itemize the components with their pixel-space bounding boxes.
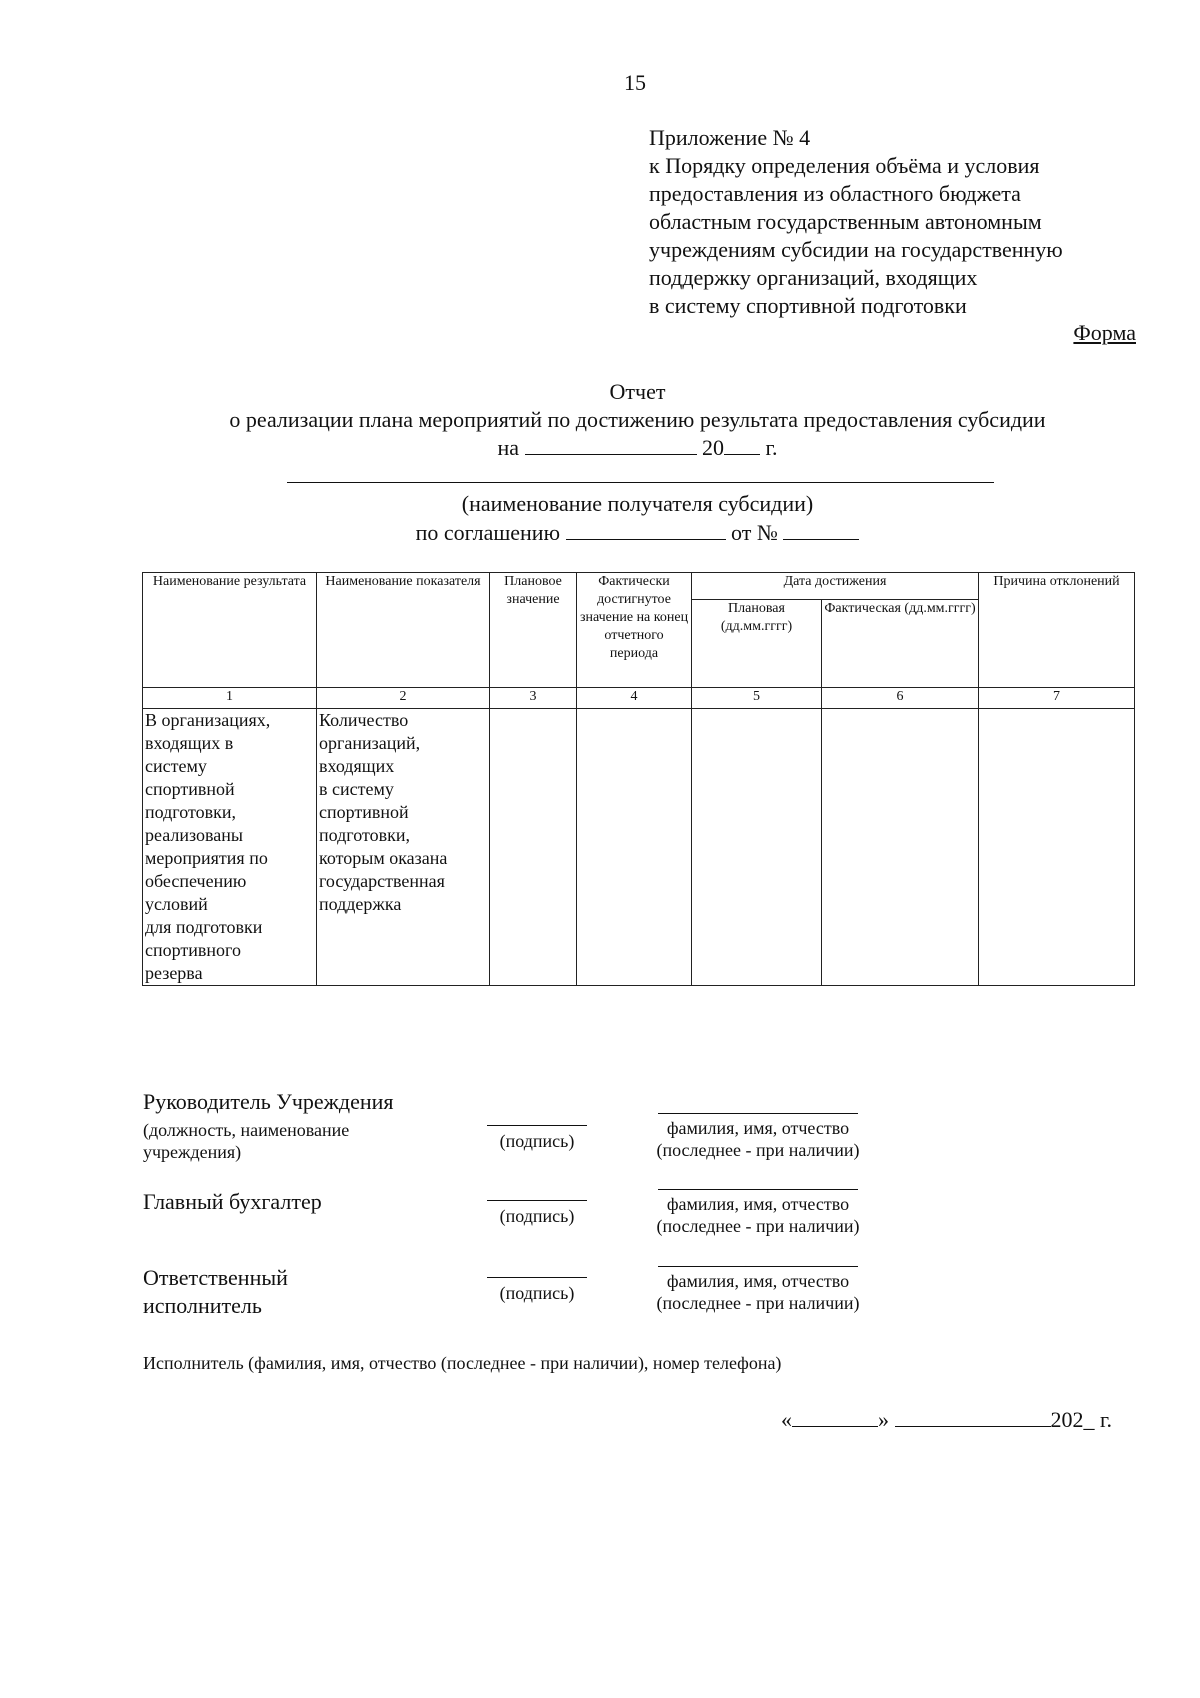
indicator-line: организаций, <box>319 733 421 753</box>
head-note: (должность, наименование учреждения) <box>143 1120 350 1162</box>
responsible-line-1: Ответственный <box>143 1265 288 1290</box>
cell-result-name <box>143 709 317 986</box>
annex-line: поддержку организаций, входящих <box>649 265 978 290</box>
result-line: В организациях, <box>145 710 271 730</box>
fio-line-1: фамилия, имя, отчество <box>666 1118 850 1138</box>
header-indicator-name: Наименование показателя <box>317 573 490 688</box>
page-number: 15 <box>624 70 646 95</box>
fio-line-1: фамилия, имя, отчество <box>666 1194 850 1214</box>
annex-line: областным государственным автономным <box>649 209 1042 234</box>
fio-line-2: (последнее - при наличии) <box>656 1140 860 1160</box>
header-actual-date: Фактическая (дд.мм.гггг) <box>822 600 979 688</box>
column-number: 2 <box>317 688 490 709</box>
column-number: 6 <box>822 688 979 709</box>
column-number: 1 <box>143 688 317 709</box>
date-year: 202_ г. <box>1050 1407 1113 1432</box>
indicator-line: в систему <box>319 779 394 799</box>
agreement-number-blank[interactable] <box>783 519 859 540</box>
indicator-line: Количество <box>319 710 409 730</box>
indicator-line: государственная <box>319 871 445 891</box>
header-result-name: Наименование результата <box>143 573 317 688</box>
result-line: реализованы <box>145 825 243 845</box>
cell-actual-date[interactable] <box>822 709 979 986</box>
chief-accountant-signature-caption: (подпись) <box>499 1206 575 1226</box>
cell-planned-value[interactable] <box>490 709 577 986</box>
date-close-quote: » <box>878 1407 889 1432</box>
result-line: спортивной <box>145 779 235 799</box>
recipient-name-line[interactable] <box>287 482 994 483</box>
form-label: Форма <box>1073 320 1136 345</box>
header-planned-date: Плановая (дд.мм.гггг) <box>692 600 822 688</box>
column-number: 5 <box>692 688 822 709</box>
result-line: мероприятия по <box>145 848 268 868</box>
header-actual-value: Фактически достигнутое значение на конец отчетного периода <box>577 573 692 688</box>
table-header-row <box>143 573 1135 600</box>
responsible-fio-caption <box>628 1270 888 1314</box>
month-blank[interactable] <box>895 1406 1051 1427</box>
annex-line: Приложение № 4 <box>649 125 811 150</box>
chief-accountant-fio-line[interactable] <box>658 1189 858 1190</box>
responsible-fio-line[interactable] <box>658 1266 858 1267</box>
date-open-quote: « <box>781 1407 792 1432</box>
column-number: 3 <box>490 688 577 709</box>
executor-caption: Исполнитель (фамилия, имя, отчество (последнее - при наличии), номер телефона) <box>143 1353 782 1373</box>
indicator-line: которым оказана <box>319 848 448 868</box>
cell-indicator-name <box>317 709 490 986</box>
result-line: резерва <box>145 963 203 983</box>
agreement-prefix: по соглашению <box>415 520 561 545</box>
annex-line: к Порядку определения объёма и условия <box>649 153 1040 178</box>
day-blank[interactable] <box>792 1406 878 1427</box>
column-number: 4 <box>577 688 692 709</box>
result-line: условий <box>145 894 208 914</box>
indicator-line: подготовки, <box>319 825 410 845</box>
title-year-suffix: г. <box>765 435 778 460</box>
annex-line: предоставления из областного бюджета <box>649 181 1021 206</box>
agreement-from: от № <box>731 520 778 545</box>
annex-block <box>649 124 1063 320</box>
chief-accountant-fio-caption <box>628 1193 888 1237</box>
date-blank[interactable] <box>525 434 697 455</box>
result-line: спортивного <box>145 940 241 960</box>
fio-line-2: (последнее - при наличии) <box>656 1216 860 1236</box>
result-line: для подготовки <box>145 917 263 937</box>
result-line: подготовки, <box>145 802 236 822</box>
column-number: 7 <box>979 688 1135 709</box>
head-fio-line[interactable] <box>658 1113 858 1114</box>
responsible-title <box>143 1264 288 1320</box>
responsible-signature-line[interactable] <box>487 1277 587 1278</box>
year-blank[interactable] <box>724 434 760 455</box>
recipient-caption: (наименование получателя субсидии) <box>461 491 814 516</box>
indicator-line: поддержка <box>319 894 402 914</box>
result-line: систему <box>145 756 207 776</box>
indicator-line: входящих <box>319 756 395 776</box>
header-achievement-date: Дата достижения <box>692 573 979 600</box>
head-title: Руководитель Учреждения <box>143 1089 394 1114</box>
cell-deviation-reason[interactable] <box>979 709 1135 986</box>
head-signature-caption: (подпись) <box>499 1131 575 1151</box>
table-row <box>143 709 1135 986</box>
table-column-numbers-row <box>143 688 1135 709</box>
responsible-line-2: исполнитель <box>143 1293 262 1318</box>
recipient-block <box>0 489 1200 547</box>
header-deviation-reason: Причина отклонений <box>979 573 1135 688</box>
header-planned-value: Плановое значение <box>490 573 577 688</box>
annex-line: в систему спортивной подготовки <box>649 293 967 318</box>
chief-accountant-title: Главный бухгалтер <box>143 1189 322 1214</box>
chief-accountant-signature-line[interactable] <box>487 1200 587 1201</box>
result-line: входящих в <box>145 733 234 753</box>
fio-line-1: фамилия, имя, отчество <box>666 1271 850 1291</box>
responsible-signature-caption: (подпись) <box>499 1283 575 1303</box>
result-line: обеспечению <box>145 871 247 891</box>
agreement-line <box>0 518 1200 547</box>
title-year-prefix: 20 <box>702 435 724 460</box>
title-line-1: Отчет <box>609 379 666 404</box>
report-table <box>142 572 1135 986</box>
title-line-2: о реализации плана мероприятий по достижению результата предоставления субсидии <box>229 407 1046 432</box>
fio-line-2: (последнее - при наличии) <box>656 1293 860 1313</box>
head-fio-caption <box>628 1117 888 1161</box>
cell-actual-value[interactable] <box>577 709 692 986</box>
agreement-date-blank[interactable] <box>566 519 726 540</box>
indicator-line: спортивной <box>319 802 409 822</box>
cell-planned-date[interactable] <box>692 709 822 986</box>
title-na: на <box>497 435 519 460</box>
date-line <box>781 1406 1112 1433</box>
annex-line: учреждениям субсидии на государственную <box>649 237 1063 262</box>
head-signature-line[interactable] <box>487 1125 587 1126</box>
title-line-3 <box>0 434 1200 462</box>
report-title <box>0 378 1200 462</box>
